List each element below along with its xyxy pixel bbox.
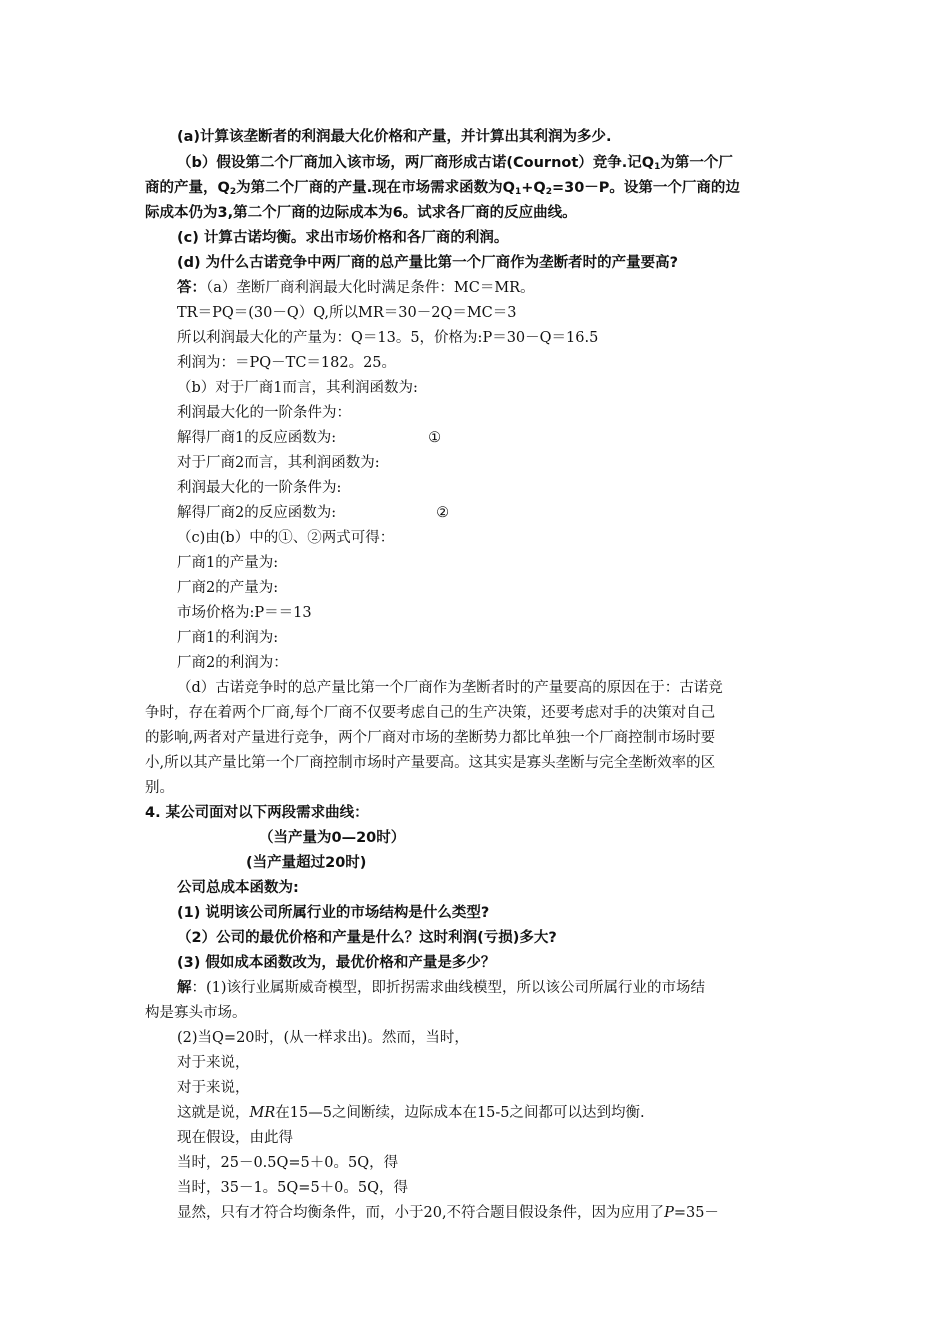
solution-line3: (2)当Q=20时，(从一样求出)。然而，当时， xyxy=(177,1030,469,1046)
answer-c-line2: 厂商1的产量为: xyxy=(177,555,279,571)
answer-a-line3: 所以利润最大化的产量为：Q＝13。5，价格为:P＝30－Q＝16.5 xyxy=(177,330,599,346)
answer-d-line2: 争时，存在着两个厂商,每个厂商不仅要考虑自己的生产决策，还要考虑对手的决策对自己 xyxy=(145,705,716,721)
answer-a-line1: 答：（a）垄断厂商利润最大化时满足条件：MC＝MR。 xyxy=(177,280,535,296)
solution-line10: 显然，只有才符合均衡条件，而，小于20,不符合题目假设条件，因为应用了P=35－ xyxy=(177,1205,719,1221)
solution-line6: 这就是说，MR在15—5之间断续，边际成本在15-5之间都可以达到均衡. xyxy=(177,1105,645,1121)
solution-line4: 对于来说， xyxy=(177,1055,250,1071)
answer-d-line1: （d）古诺竞争时的总产量比第一个厂商作为垄断者时的产量要高的原因在于：古诺竞 xyxy=(177,680,723,696)
answer-c-line3: 厂商2的产量为: xyxy=(177,580,279,596)
cost-function: 公司总成本函数为: xyxy=(177,880,299,896)
answer-d-line5: 别。 xyxy=(145,780,174,796)
answer-c-line6: 厂商2的利润为： xyxy=(177,655,288,671)
demand-curve-1: （当产量为0—20时） xyxy=(259,830,406,846)
question-d: (d) 为什么古诺竞争中两厂商的总产量比第一个厂商作为垄断者时的产量要高? xyxy=(177,255,679,271)
answer-a-line4: 利润为：＝PQ－TC＝182。25。 xyxy=(177,355,397,371)
answer-a-line2: TR＝PQ＝(30－Q）Q,所以MR＝30－2Q＝MC＝3 xyxy=(177,305,517,321)
question-b-line2: 商的产量，$Q_2$为第二个厂商的产量.现在市场需求函数为$Q_1+Q_2=30-P$。设第一个厂商的边 xyxy=(145,180,740,197)
answer-b-line2: 利润最大化的一阶条件为： xyxy=(177,405,351,421)
question-4-title: 4. 某公司面对以下两段需求曲线： xyxy=(145,805,369,821)
question-4-1: (1) 说明该公司所属行业的市场结构是什么类型? xyxy=(177,905,490,921)
answer-b-line3: 解得厂商1的反应函数为: ① xyxy=(177,430,442,446)
question-c: (c) 计算古诺均衡。求出市场价格和各厂商的利润。 xyxy=(177,230,509,246)
answer-b-line6: 解得厂商2的反应函数为: ② xyxy=(177,505,450,521)
solution-line2: 构是寡头市场。 xyxy=(145,1005,247,1021)
circled-one: ① xyxy=(428,430,442,446)
circled-two: ② xyxy=(436,505,450,521)
question-a: (a)计算该垄断者的利润最大化价格和产量，并计算出其利润为多少. xyxy=(177,129,612,145)
solution-line9: 当时，35－1。5Q=5＋0。5Q，得 xyxy=(177,1180,409,1196)
answer-c-line5: 厂商1的利润为: xyxy=(177,630,279,646)
answer-d-line3: 的影响,两者对产量进行竞争，两个厂商对市场的垄断势力都比单独一个厂商控制市场时要 xyxy=(145,730,716,746)
solution-line5: 对于来说， xyxy=(177,1080,250,1096)
answer-d-line4: 小,所以其产量比第一个厂商控制市场时产量要高。这其实是寡头垄断与完全垄断效率的区 xyxy=(145,755,716,771)
answer-b-line4: 对于厂商2而言，其利润函数为: xyxy=(177,455,380,471)
answer-c-line1: （c)由(b）中的①、②两式可得： xyxy=(177,530,395,546)
question-4-2: （2）公司的最优价格和产量是什么？这时利润(亏损)多大? xyxy=(177,930,557,946)
solution-line1: 解：(1)该行业属斯威奇模型，即折拐需求曲线模型，所以该公司所属行业的市场结 xyxy=(177,980,706,996)
question-b-line3: 际成本仍为3,第二个厂商的边际成本为6。试求各厂商的反应曲线。 xyxy=(145,205,577,221)
answer-c-line4: 市场价格为:P＝＝13 xyxy=(177,605,312,621)
question-b-line1: （b）假设第二个厂商加入该市场，两厂商形成古诺(Cournot）竞争.记$Q_1$为第一个厂 xyxy=(177,155,733,172)
solution-line8: 当时，25－0.5Q=5＋0。5Q，得 xyxy=(177,1155,399,1171)
question-4-3: (3) 假如成本函数改为，最优价格和产量是多少？ xyxy=(177,955,496,971)
answer-b-line1: （b）对于厂商1而言，其利润函数为: xyxy=(177,380,418,396)
answer-b-line5: 利润最大化的一阶条件为: xyxy=(177,480,342,496)
demand-curve-2: (当产量超过20时) xyxy=(246,855,367,871)
solution-line7: 现在假设，由此得 xyxy=(177,1130,293,1146)
